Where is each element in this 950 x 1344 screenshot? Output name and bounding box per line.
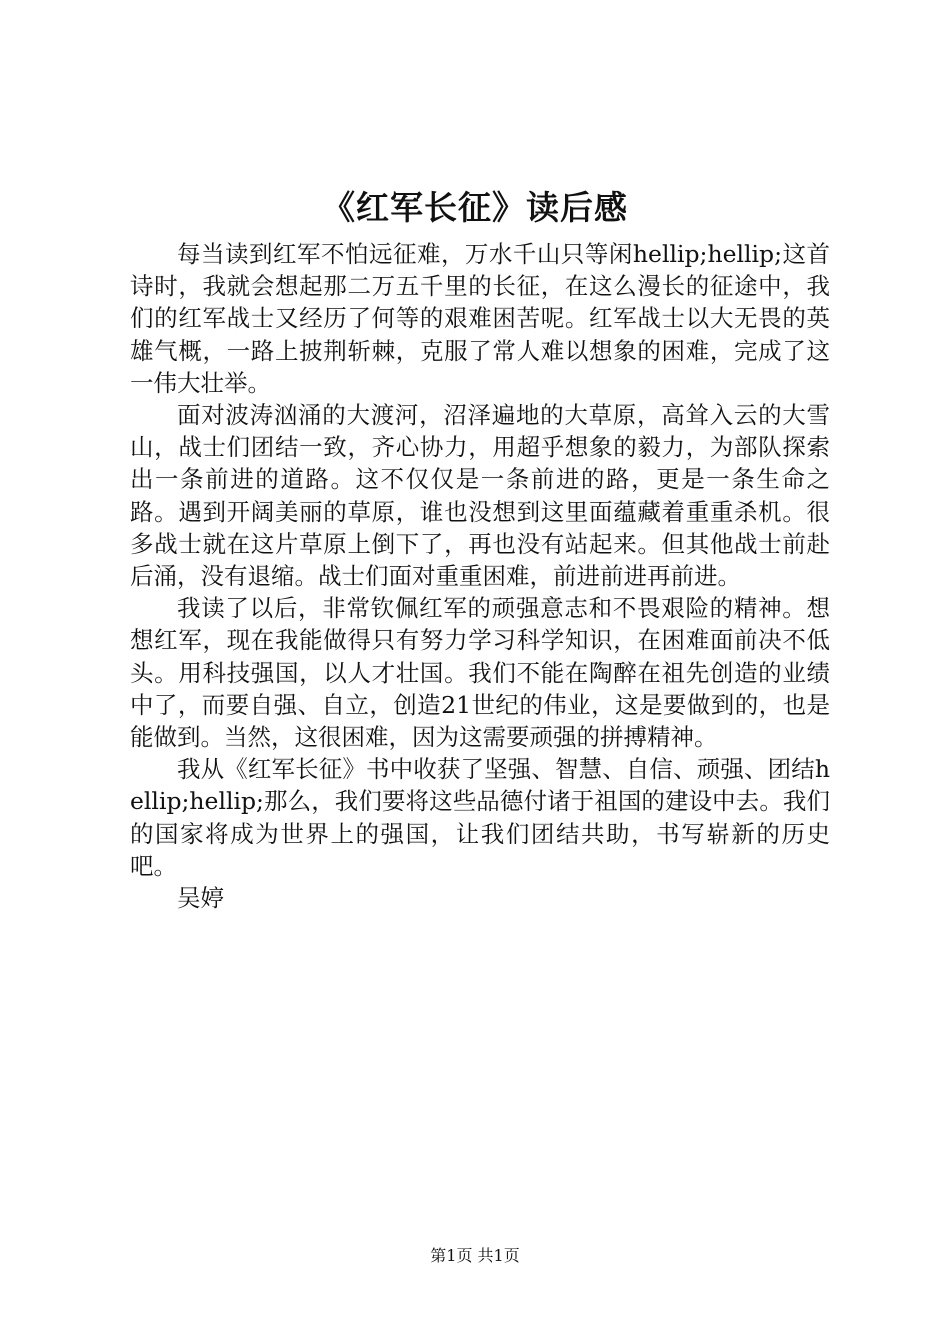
- paragraph-2: 面对波涛汹涌的大渡河，沼泽遍地的大草原，高耸入云的大雪山，战士们团结一致，齐心协力，用超乎想象的毅力，为部队探索出一条前进的道路。这不仅仅是一条前进的路，更是一条生命之路。遇到开阔美丽的草原，谁也没想到这里面蕴藏着重重杀机。很多战士就在这片草原上倒下了，再也没有站起来。但其他战士前赴后涌，没有退缩。战士们面对重重困难，前进前进再前进。: [130, 401, 830, 591]
- paragraph-1: 每当读到红军不怕远征难，万水千山只等闲hellip;hellip;这首诗时，我就会想起那二万五千里的长征，在这么漫长的征途中，我们的红军战士又经历了何等的艰难困苦呢。红军战士以大无畏的英雄气概，一路上披荆斩棘，克服了常人难以想象的困难，完成了这一伟大壮举。: [130, 240, 830, 397]
- paragraph-4: 我从《红军长征》书中收获了坚强、智慧、自信、顽强、团结hellip;hellip;那么，我们要将这些品德付诸于祖国的建设中去。我们的国家将成为世界上的强国，让我们团结共助，书写崭新的历史吧。: [130, 755, 830, 880]
- paragraph-3: 我读了以后，非常钦佩红军的顽强意志和不畏艰险的精神。想想红军，现在我能做得只有努力学习科学知识，在困难面前决不低头。用科技强国，以人才壮国。我们不能在陶醉在祖先创造的业绩中了，而要自强、自立，创造21世纪的伟业，这是要做到的，也是能做到。当然，这很困难，因为这需要顽强的拼搏精神。: [130, 594, 830, 752]
- document-title: 《红军长征》读后感: [322, 188, 628, 227]
- document-body: [130, 238, 830, 914]
- page-footer: 第1页 共1页: [430, 1246, 520, 1265]
- author-signature: 吴婷: [177, 884, 224, 913]
